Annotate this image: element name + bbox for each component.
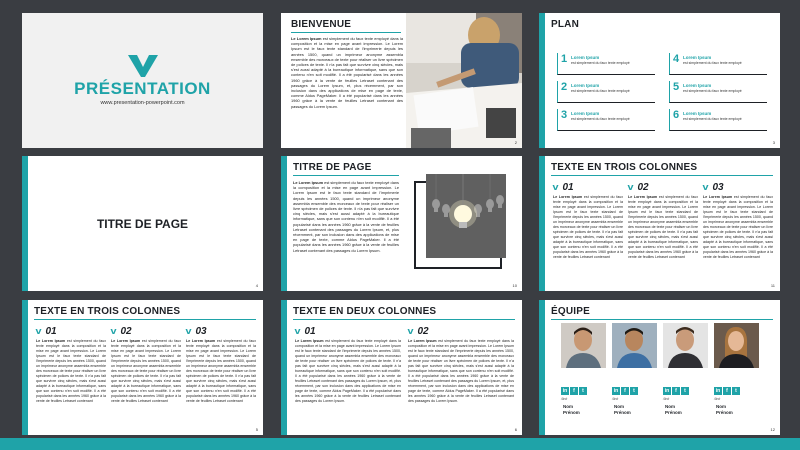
column-3 [186,321,256,404]
office-photo [406,13,522,148]
column-number: 02 [120,326,132,337]
chevron-down-icon: v [35,326,42,336]
logo-text: PRÉSENTATION [74,79,211,98]
member-surname: Prénom [665,410,682,415]
team-member-4 [716,404,733,416]
team-link-1[interactable]: /link [561,397,568,401]
facebook-icon[interactable]: f [570,387,578,395]
page-number: 6 [514,427,517,432]
column-number: 01 [304,326,316,337]
plan-number: 3 [561,109,568,121]
slide-thumbnail-section-title[interactable] [22,156,263,291]
plan-number: 4 [673,53,680,65]
person-icon [714,323,759,368]
logo-v-icon [128,55,158,77]
page-number: 3 [772,140,775,145]
plan-label: Lorem Ipsum [683,83,712,88]
column-1 [553,177,623,260]
member-name: Nom [614,404,624,409]
social-links-3 [663,387,689,395]
page-number: 10 [512,283,517,288]
plan-number: 2 [561,81,568,93]
column-text [186,339,256,404]
lead-text: Le Lorem Ipsum [553,195,583,199]
twitter-icon[interactable]: t [732,387,740,395]
accent-bar [539,300,545,435]
chevron-down-icon: v [552,182,559,192]
plan-item-6 [669,109,767,131]
lightbulb-image [426,174,506,258]
accent-bar [281,156,287,291]
column-2 [111,321,181,404]
body-copy: est simplement du faux texte employé dans la composition et la mise en page avant impression. Le Lorem Ipsum est le faux texte standard de l'imprimerie depuis les années 1500, quand un imprimeur anonyme assembla ensemble des morceaux de texte pour réaliser un livre spécimen de polices de texte. Il n'a pas fait que survivre cinq siècles, mais s'est aussi adapté à la bureautique informatique, sans que son contenu n'en soit modifié. Il a été popularisé dans les années 1960 grâce à la vente de feuilles Letraset contenant [111,339,181,403]
body-copy: est simplement du faux texte employé dans la composition et la mise en page avant impression. Le Lorem Ipsum est le faux texte standard de l'imprimerie depuis les années 1500, quand un imprimeur anonyme assembla ensemble des morceaux de texte pour réaliser un livre spécimen de polices de texte. Il n'a pas fait que survivre cinq siècles, mais s'est aussi adapté à la bureautique informatique, sans que son contenu n'en soit modifié. Il a été popularisé dans les années 1960 grâce à la vente de feuilles Letraset contenant [628,195,698,259]
plan-sub: est simplement du faux texte employé [571,61,630,65]
slide-thumbnail-bienvenue[interactable] [281,13,522,148]
slide-title: TEXTE EN TROIS COLONNES [551,162,698,173]
accent-bar [281,300,287,435]
page-number: 4 [255,283,258,288]
team-photo-2 [612,323,657,368]
facebook-icon[interactable]: f [672,387,680,395]
column-3 [703,177,773,260]
body-copy: est simplement du faux texte employé dans la composition et la mise en page avant impression. Le Lorem Ipsum est le faux texte standard de l'imprimerie depuis les années 1500, quand un imprimeur anonyme assembla ensemble des morceaux de texte pour réaliser un livre spécimen de polices de texte. Il n'a pas fait que survivre cinq siècles, mais s'est aussi adapté à la bureautique informatique, sans que son contenu n'en soit modifié. Il a été popularisé dans les années 1960 grâce à la vente de feuilles Letraset contenant [703,195,773,259]
chevron-down-icon: v [294,326,301,336]
column-number: 02 [417,326,429,337]
body-copy: est simplement du faux texte employé dans la composition et la mise en page avant impression. Le Lorem Ipsum est le faux texte standard de l'imprimerie depuis les années 1500, quand un imprimeur anonyme assembla ensemble des morceaux de texte pour réaliser un livre spécimen de polices de texte. Il n'a pas fait que survivre cinq siècles, mais s'est aussi adapté à la bureautique informatique, sans que son contenu n'en soit modifié. Il a été popularisé dans les années 1960 grâce à la vente de feuilles Letraset contenant des passages du Lorem Ipsum, et, plus récemment, par son inclusion dans des applications de mise en page de texte, comme Aldus PageMaker. Il a été popularisé dans les années 1960 grâce à la vente de feuilles Letraset contenant des passages du Lorem Ipsum. [293,180,399,253]
plan-label: Lorem Ipsum [571,55,600,60]
column-text [295,339,401,404]
body-copy: est simplement du faux texte employé dans la composition et la mise en page avant impression. Le Lorem Ipsum est le faux texte standard de l'imprimerie depuis les années 1500, quand un imprimeur anonyme assembla ensemble des morceaux de texte pour réaliser un livre spécimen de polices de texte. Il n'a pas fait que survivre cinq siècles, mais s'est aussi adapté à la bureautique informatique, sans que son contenu n'en soit modifié. Il a été popularisé dans les années 1960 grâce à la vente de feuilles Letraset contenant des passages du Lorem Ipsum, et, plus récemment, par son inclusion dans des applications de mise en page de texte, comme Aldus PageMaker. Il a été popularisé dans les années 1960 grâce à la vente de feuilles Letraset contenant des passages du Lorem Ipsum. [408,339,514,403]
plan-label: Lorem Ipsum [683,55,712,60]
member-surname: Prénom [716,410,733,415]
lead-text: Le Lorem Ipsum [408,339,437,343]
bottom-accent-bar [0,438,800,450]
column-number: 01 [45,326,57,337]
team-link-4[interactable]: /link [714,397,721,401]
body-copy: est simplement du faux texte employé dans la composition et la mise en page avant impression. Le Lorem Ipsum est le faux texte standard de l'imprimerie depuis les années 1500, quand un imprimeur anonyme assembla ensemble des morceaux de texte pour réaliser un livre spécimen de polices de texte. Il n'a pas fait que survivre cinq siècles, mais s'est aussi adapté à la bureautique informatique, sans que son contenu n'en soit modifié. Il a été popularisé dans les années 1960 grâce à la vente de feuilles Letraset contenant des passages du Lorem Ipsum, et, plus récemment, par son inclusion dans des applications de mise en page de texte, comme Aldus PageMaker. Il a été popularisé dans les années 1960 grâce à la vente de feuilles Letraset contenant des passages du Lorem Ipsum. [291,36,403,109]
page-number: 2 [514,140,517,145]
linkedin-icon[interactable]: in [562,388,568,394]
team-link-3[interactable]: /link [663,397,670,401]
member-name: Nom [563,404,573,409]
member-name: Nom [665,404,675,409]
accent-bar [539,156,545,291]
plan-item-3 [557,109,655,131]
plan-item-2 [557,81,655,103]
team-photo-4 [714,323,759,368]
lead-text: Le Lorem Ipsum [628,195,658,199]
member-surname: Prénom [614,410,631,415]
title-underline [291,32,401,33]
twitter-icon[interactable]: t [579,387,587,395]
section-title-wrapper [22,156,263,291]
plan-label: Lorem Ipsum [683,111,712,116]
column-number: 02 [637,182,649,193]
person-icon [561,323,606,368]
plan-sub: est simplement du faux texte employé [571,117,630,121]
chevron-down-icon: v [627,182,634,192]
social-links-1 [561,387,587,395]
body-text [293,180,399,253]
lead-text: Le Lorem Ipsum [293,180,324,185]
plan-item-1 [557,53,655,75]
page-number: 12 [770,427,775,432]
slide-title: PLAN [551,19,580,30]
column-text [111,339,181,404]
body-text [291,36,403,109]
column-text [408,339,514,404]
plan-number: 5 [673,81,680,93]
member-name: Nom [716,404,726,409]
plan-sub: est simplement du faux texte employé [683,61,742,65]
team-link-2[interactable]: /link [612,397,619,401]
page-number: 5 [255,427,258,432]
plan-number: 6 [673,109,680,121]
linkedin-icon[interactable]: in [715,388,721,394]
column-number: 03 [195,326,207,337]
lead-text: Le Lorem Ipsum [111,339,141,343]
plan-label: Lorem Ipsum [571,111,600,116]
plan-item-5 [669,81,767,103]
chevron-down-icon: v [110,326,117,336]
accent-bar [22,300,28,435]
slide-thumbnail-two-columns[interactable] [281,300,522,435]
column-2 [628,177,698,260]
facebook-icon[interactable]: f [723,387,731,395]
chevron-down-icon: v [407,326,414,336]
title-underline [293,175,399,176]
plan-number: 1 [561,53,568,65]
column-text [36,339,106,404]
column-text [703,195,773,260]
team-member-2 [614,404,631,416]
person-icon [663,323,708,368]
title-underline [551,319,773,320]
slide-thumbnail-plan[interactable] [539,13,780,148]
team-member-3 [665,404,682,416]
lead-text: Le Lorem Ipsum [703,195,733,199]
social-links-4 [714,387,740,395]
woman-writing-image [406,13,522,148]
logo-url: www.presentation-powerpoint.com [100,100,185,106]
column-1 [36,321,106,404]
team-member-1 [563,404,580,416]
body-copy: est simplement du faux texte employé dans la composition et la mise en page avant impression. Le Lorem Ipsum est le faux texte standard de l'imprimerie depuis les années 1500, quand un imprimeur anonyme assembla ensemble des morceaux de texte pour réaliser un livre spécimen de polices de texte. Il n'a pas fait que survivre cinq siècles, mais s'est aussi adapté à la bureautique informatique, sans que son contenu n'en soit modifié. Il a été popularisé dans les années 1960 grâce à la vente de feuilles Letraset contenant [36,339,106,403]
section-title: TITRE DE PAGE [96,216,189,231]
plan-label: Lorem Ipsum [571,83,600,88]
column-1 [295,321,401,404]
title-underline [34,319,256,320]
body-copy: est simplement du faux texte employé dans la composition et la mise en page avant impression. Le Lorem Ipsum est le faux texte standard de l'imprimerie depuis les années 1500, quand un imprimeur anonyme assembla ensemble des morceaux de texte pour réaliser un livre spécimen de polices de texte. Il n'a pas fait que survivre cinq siècles, mais s'est aussi adapté à la bureautique informatique, sans que son contenu n'en soit modifié. Il a été popularisé dans les années 1960 grâce à la vente de feuilles Letraset contenant des passages du Lorem Ipsum, et, plus récemment, par son inclusion dans des applications de mise en page de texte, comme Aldus PageMaker. Il a été popularisé dans les années 1960 grâce à la vente de feuilles Letraset contenant des passages du Lorem Ipsum. [295,339,401,403]
linkedin-icon[interactable]: in [613,388,619,394]
column-number: 01 [562,182,574,193]
chevron-down-icon: v [702,182,709,192]
lead-text: Le Lorem Ipsum [36,339,66,343]
plan-sub: est simplement du faux texte employé [571,89,630,93]
slide-thumbnail-three-columns[interactable] [539,156,780,291]
slide-title: TEXTE EN TROIS COLONNES [34,306,181,317]
lead-text: Le Lorem Ipsum [291,36,322,41]
plan-sub: est simplement du faux texte employé [683,117,742,121]
slide-thumbnail-cover[interactable] [22,13,263,148]
plan-sub: est simplement du faux texte employé [683,89,742,93]
body-copy: est simplement du faux texte employé dans la composition et la mise en page avant impression. Le Lorem Ipsum est le faux texte standard de l'imprimerie depuis les années 1500, quand un imprimeur anonyme assembla ensemble des morceaux de texte pour réaliser un livre spécimen de polices de texte. Il n'a pas fait que survivre cinq siècles, mais s'est aussi adapté à la bureautique informatique, sans que son contenu n'en soit modifié. Il a été popularisé dans les années 1960 grâce à la vente de feuilles Letraset contenant [186,339,256,403]
slide-thumbnail-three-columns-alt[interactable] [22,300,263,435]
slide-thumbnail-team[interactable] [539,300,780,435]
social-links-2 [612,387,638,395]
twitter-icon[interactable]: t [630,387,638,395]
lead-text: Le Lorem Ipsum [295,339,324,343]
column-text [628,195,698,260]
member-surname: Prénom [563,410,580,415]
column-2 [408,321,514,404]
slide-title: BIENVENUE [291,19,352,30]
team-photo-1 [561,323,606,368]
facebook-icon[interactable]: f [621,387,629,395]
body-copy: est simplement du faux texte employé dans la composition et la mise en page avant impression. Le Lorem Ipsum est le faux texte standard de l'imprimerie depuis les années 1500, quand un imprimeur anonyme assembla ensemble des morceaux de texte pour réaliser un livre spécimen de polices de texte. Il n'a pas fait que survivre cinq siècles, mais s'est aussi adapté à la bureautique informatique, sans que son contenu n'en soit modifié. Il a été popularisé dans les années 1960 grâce à la vente de feuilles Letraset contenant [553,195,623,259]
column-text [553,195,623,260]
plan-item-4 [669,53,767,75]
slide-thumbnail-title-image[interactable] [281,156,522,291]
lead-text: Le Lorem Ipsum [186,339,216,343]
lightbulbs-photo [426,174,506,258]
team-photo-3 [663,323,708,368]
page-number: 11 [770,283,775,288]
twitter-icon[interactable]: t [681,387,689,395]
accent-bar [539,13,545,148]
slide-title: ÉQUIPE [551,306,590,317]
person-icon [612,323,657,368]
title-underline [293,319,515,320]
title-underline [551,175,773,176]
slide-title: TEXTE EN DEUX COLONNES [293,306,437,317]
chevron-down-icon: v [185,326,192,336]
slide-title: TITRE DE PAGE [293,162,372,173]
column-number: 03 [712,182,724,193]
linkedin-icon[interactable]: in [664,388,670,394]
